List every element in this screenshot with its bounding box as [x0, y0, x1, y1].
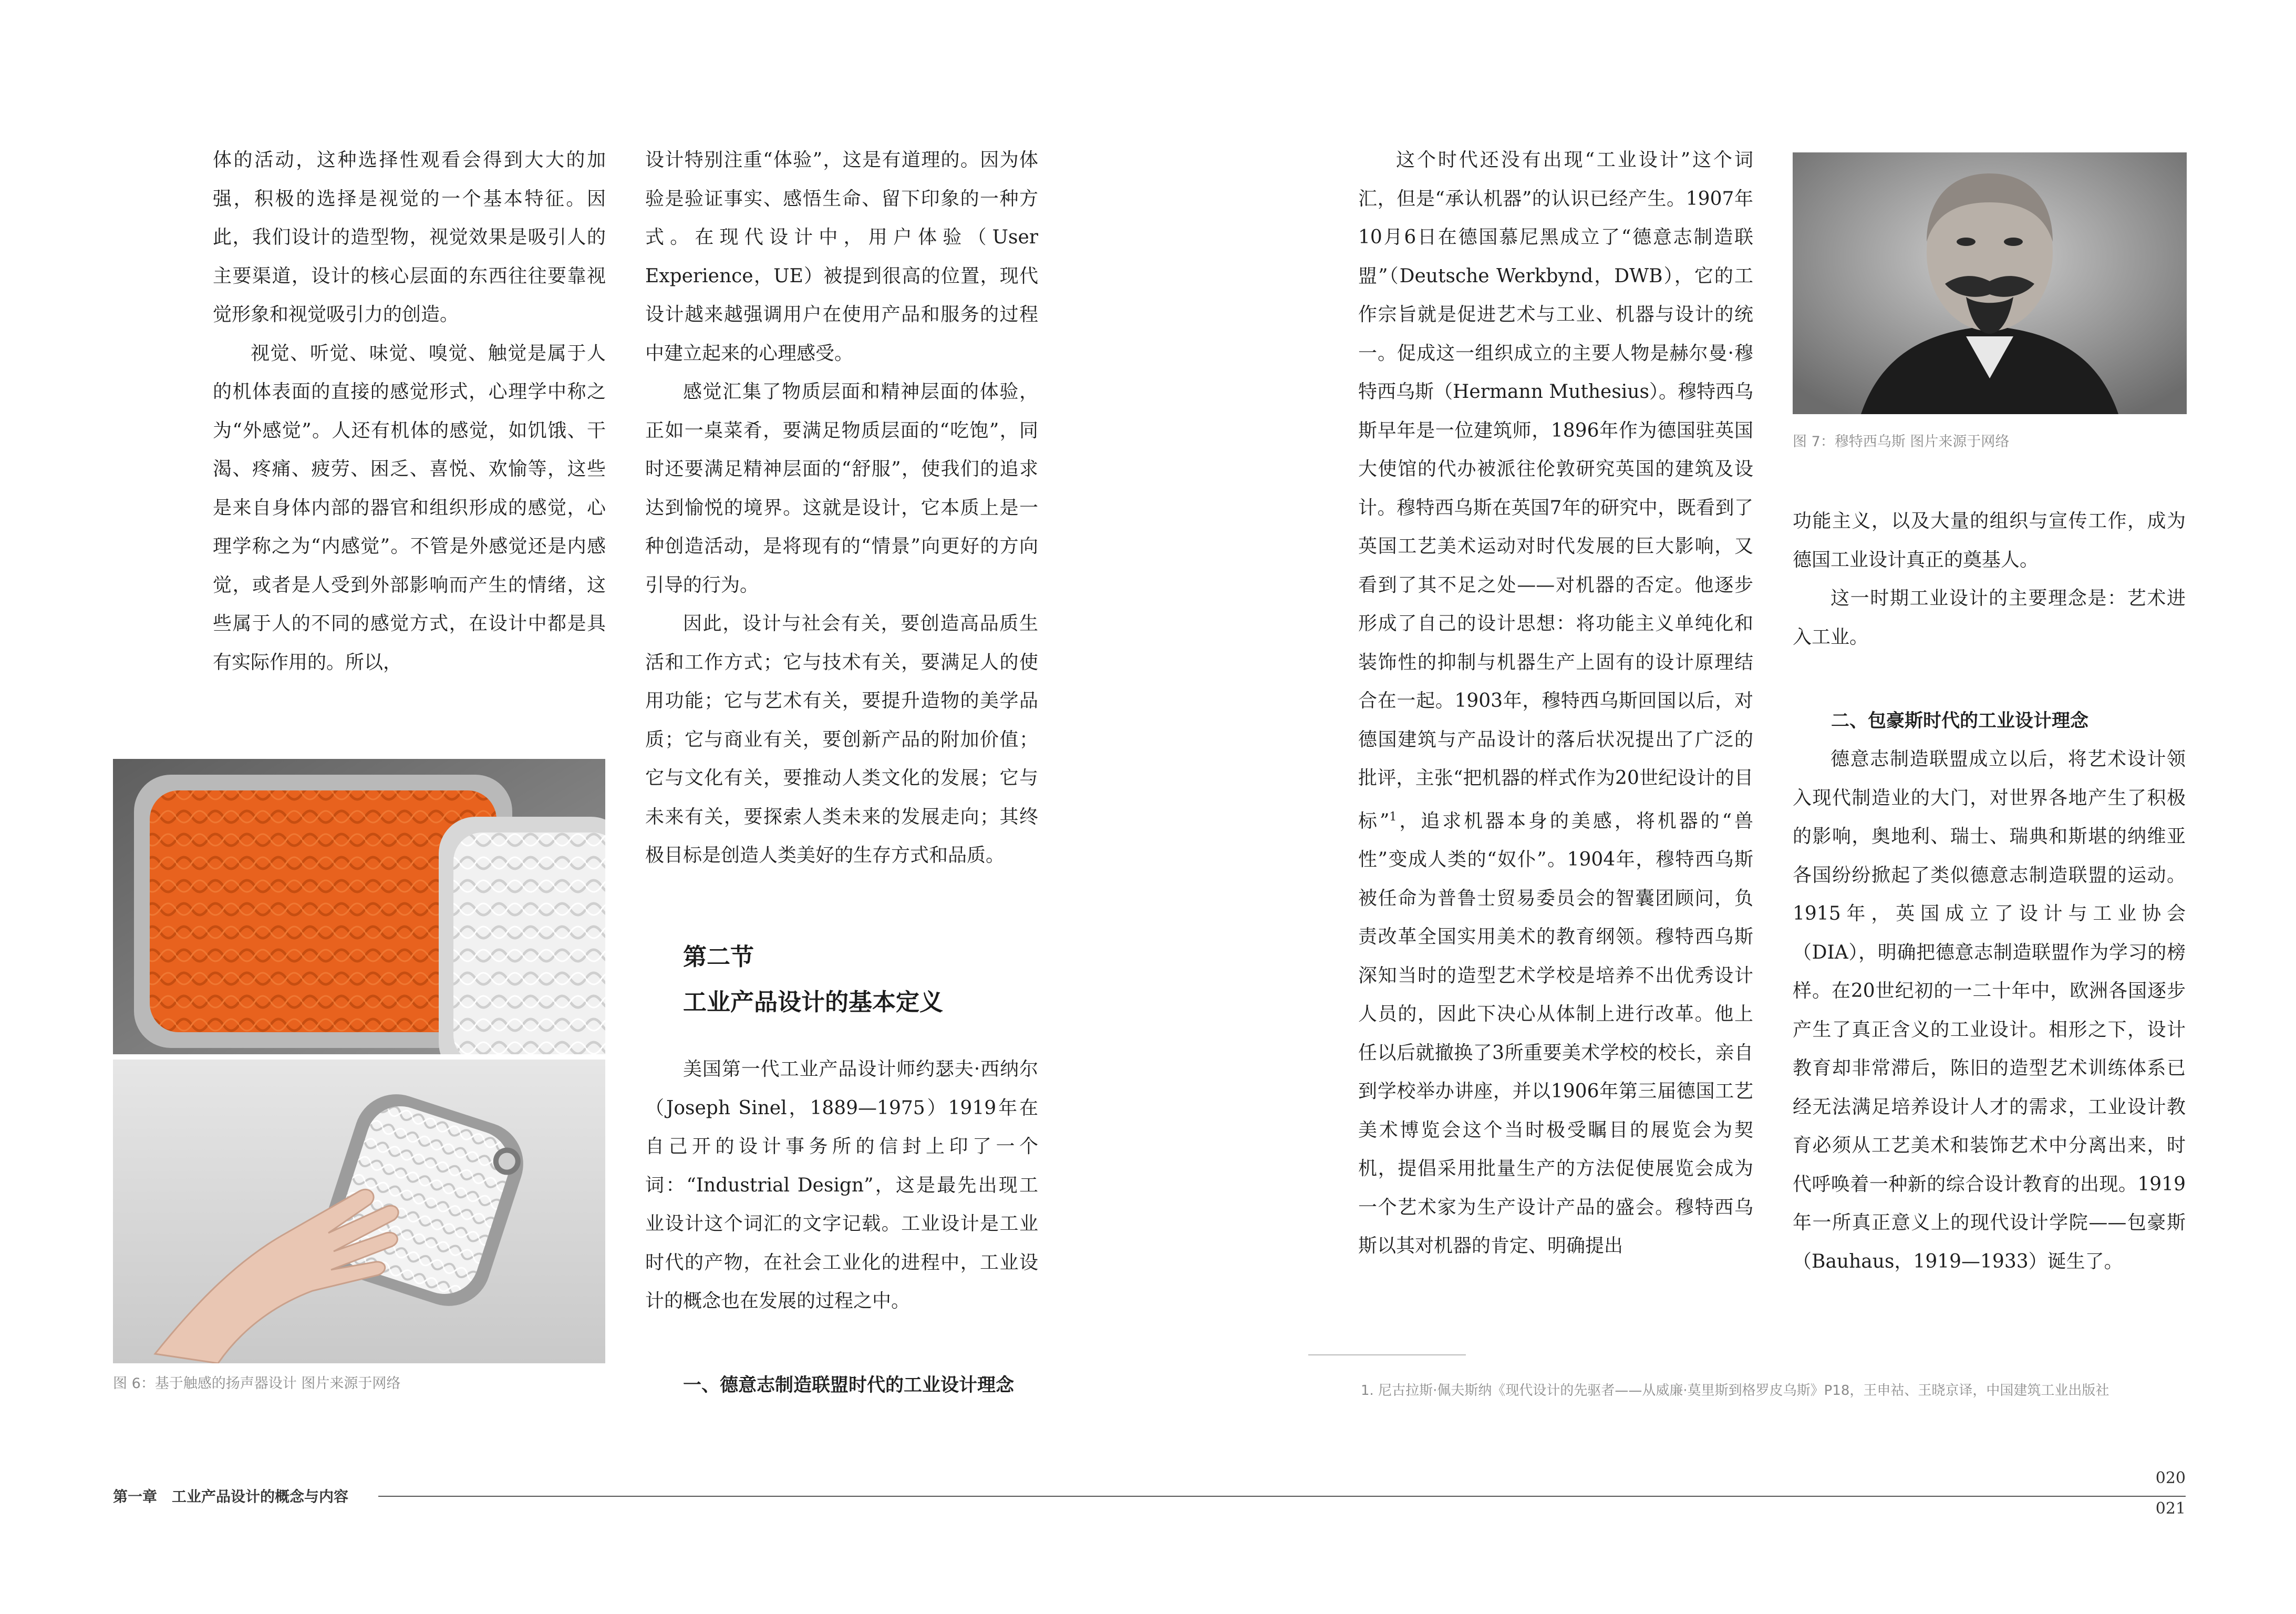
page-number-right: 021 [2155, 1499, 2186, 1518]
running-footer-chapter: 第一章 工业产品设计的概念与内容 [113, 1488, 349, 1505]
muthesius-portrait [1793, 152, 2187, 414]
section-title: 工业产品设计的基本定义 [683, 988, 944, 1016]
paragraph: 功能主义，以及大量的组织与宣传工作，成为德国工业设计真正的奠基人。 [1793, 510, 2186, 571]
paragraph: 因此，设计与社会有关，要创造高品质生活和工作方式；它与技术有关，要满足人的使用功能；它与艺术有关，要提升造物的美学品质；它与商业有关，要创新产品的附加价值；它与文化有关，要推动人类文化的发展；它与未来有关，要探索人类未来的发展走向；其终极目标是创造人类美好的生存方式和品质。 [645, 613, 1038, 866]
figure-6-caption: 图 6：基于触感的扬声器设计 图片来源于网络 [113, 1375, 401, 1392]
paragraph-text: 这个时代还没有出现“工业设计”这个词汇，但是“承认机器”的认识已经产生。1907年10月6日在德国慕尼黑成立了“德意志制造联盟”（Deutsche Werkbynd，DWB），它的工作宗旨就是促进艺术与工业、机器与设计的统一。促成这一组织成立的主要人物是赫尔曼·穆特西乌斯（Hermann Muthesius）。穆特西乌斯早年是一位建筑师，1896年作为德国驻英国大使馆的代办被派往伦敦研究英国的建筑及设计。穆特西乌斯在英国7年的研究中，既看到了英国工艺美术运动对时代发展的巨大影响，又看到了其不足之处——对机器的否定。他逐步形成了自己的设计思想：将功能主义单纯化和装饰性的抑制与机器生产上固有的设计原理结合在一起。1903年，穆特西乌斯回国以后，对德国建筑与产品设计的落后状况提出了广泛的批评，主张“把机器的样式作为20世纪设计的目标” [1358, 149, 1753, 832]
speaker-photo-bottom [113, 1060, 605, 1363]
right-text-column-2-lower [1793, 740, 2186, 1281]
paragraph: 感觉汇集了物质层面和精神层面的体验，正如一桌菜肴，要满足物质层面的“吃饱”，同时还要满足精神层面的“舒服”，使我们的追求达到愉悦的境界。这就是设计，它本质上是一种创造活动，是将现有的“情景”向更好的方向引导的行为。 [645, 381, 1038, 596]
speaker-touch-illustration [113, 1060, 605, 1363]
section-number: 第二节 [683, 943, 754, 971]
left-text-column-1 [213, 141, 606, 682]
subheading-werkbund: 一、德意志制造联盟时代的工业设计理念 [683, 1375, 1015, 1396]
section-heading [683, 934, 943, 1025]
page-number-left: 020 [2155, 1469, 2186, 1487]
footnote-marker: 1 [1389, 810, 1397, 824]
speaker-photo-top [113, 759, 605, 1054]
paragraph: 体的活动，这种选择性观看会得到大大的加强，积极的选择是视觉的一个基本特征。因此，我们设计的造型物，视觉效果是吸引人的主要渠道，设计的核心层面的东西往往要靠视觉形象和视觉吸引力的创造。 [213, 149, 606, 325]
right-text-column-2 [1793, 502, 2186, 656]
portrait-illustration [1793, 152, 2187, 414]
paragraph [1358, 141, 1753, 1266]
left-text-column-2-lower [645, 1050, 1038, 1321]
right-text-column-1 [1358, 141, 1753, 1266]
paragraph: 视觉、听觉、味觉、嗅觉、触觉是属于人的机体表面的直接的感觉形式，心理学中称之为“外感觉”。人还有机体的感觉，如饥饿、干渴、疼痛、疲劳、困乏、喜悦、欢愉等，这些是来自身体内部的器官和组织形成的感觉，心理学称之为“内感觉”。不管是外感觉还是内感觉，或者是人受到外部影响而产生的情绪，这些属于人的不同的感觉方式，在设计中都是具有实际作用的。所以， [213, 342, 606, 673]
left-text-column-2 [645, 141, 1038, 875]
paragraph: 设计特别注重“体验”，这是有道理的。因为体验是验证事实、感悟生命、留下印象的一种方式。在现代设计中，用户体验（User Experience，UE）被提到很高的位置，现代设计越来越强调用户在使用产品和服务的过程中建立起来的心理感受。 [645, 149, 1038, 364]
footnote: 1. 尼古拉斯·佩夫斯纳《现代设计的先驱者——从威廉·莫里斯到格罗皮乌斯》P18，王申祜、王晓京译，中国建筑工业出版社 [1361, 1383, 2109, 1399]
footnote-divider [1308, 1354, 1466, 1355]
paragraph: 这一时期工业设计的主要理念是：艺术进入工业。 [1793, 588, 2186, 648]
figure-7-caption: 图 7：穆特西乌斯 图片来源于网络 [1793, 434, 2010, 450]
subheading-bauhaus: 二、包豪斯时代的工业设计理念 [1831, 711, 2089, 732]
footer-rule [378, 1496, 2186, 1497]
paragraph-text: ，追求机器本身的美感，将机器的“兽性”变成人类的“奴仆”。1904年，穆特西乌斯被任命为普鲁士贸易委员会的智囊团顾问，负责改革全国实用美术的教育纲领。穆特西乌斯深知当时的造型艺术学校是培养不出优秀设计人员的，因此下决心从体制上进行改革。他上任以后就撤换了3所重要美术学校的校长，亲自到学校举办讲座，并以1906年第三届德国工艺美术博览会这个当时极受瞩目的展览会为契机，提倡采用批量生产的方法促使展览会成为一个艺术家为生产设计产品的盛会。穆特西乌斯以其对机器的肯定、明确提出 [1358, 810, 1753, 1257]
paragraph: 美国第一代工业产品设计师约瑟夫·西纳尔（Joseph Sinel，1889—1975）1919年在自己开的设计事务所的信封上印了一个词：“Industrial Design”，这是最先出现工业设计这个词汇的文字记载。工业设计是工业时代的产物，在社会工业化的进程中，工业设计的概念也在发展的过程之中。 [645, 1058, 1038, 1312]
speaker-illustration-top [113, 759, 605, 1054]
paragraph: 德意志制造联盟成立以后，将艺术设计领入现代制造业的大门，对世界各地产生了积极的影响，奥地利、瑞士、瑞典和斯堪的纳维亚各国纷纷掀起了类似德意志制造联盟的运动。1915年，英国成立了设计与工业协会（DIA），明确把德意志制造联盟作为学习的榜样。在20世纪初的一二十年中，欧洲各国逐步产生了真正含义的工业设计。相形之下，设计教育却非常滞后，陈旧的造型艺术训练体系已经无法满足培养设计人才的需求，工业设计教育必须从工艺美术和装饰艺术中分离出来，时代呼唤着一种新的综合设计教育的出现。1919年一所真正意义上的现代设计学院——包豪斯（Bauhaus，1919—1933）诞生了。 [1793, 748, 2186, 1272]
